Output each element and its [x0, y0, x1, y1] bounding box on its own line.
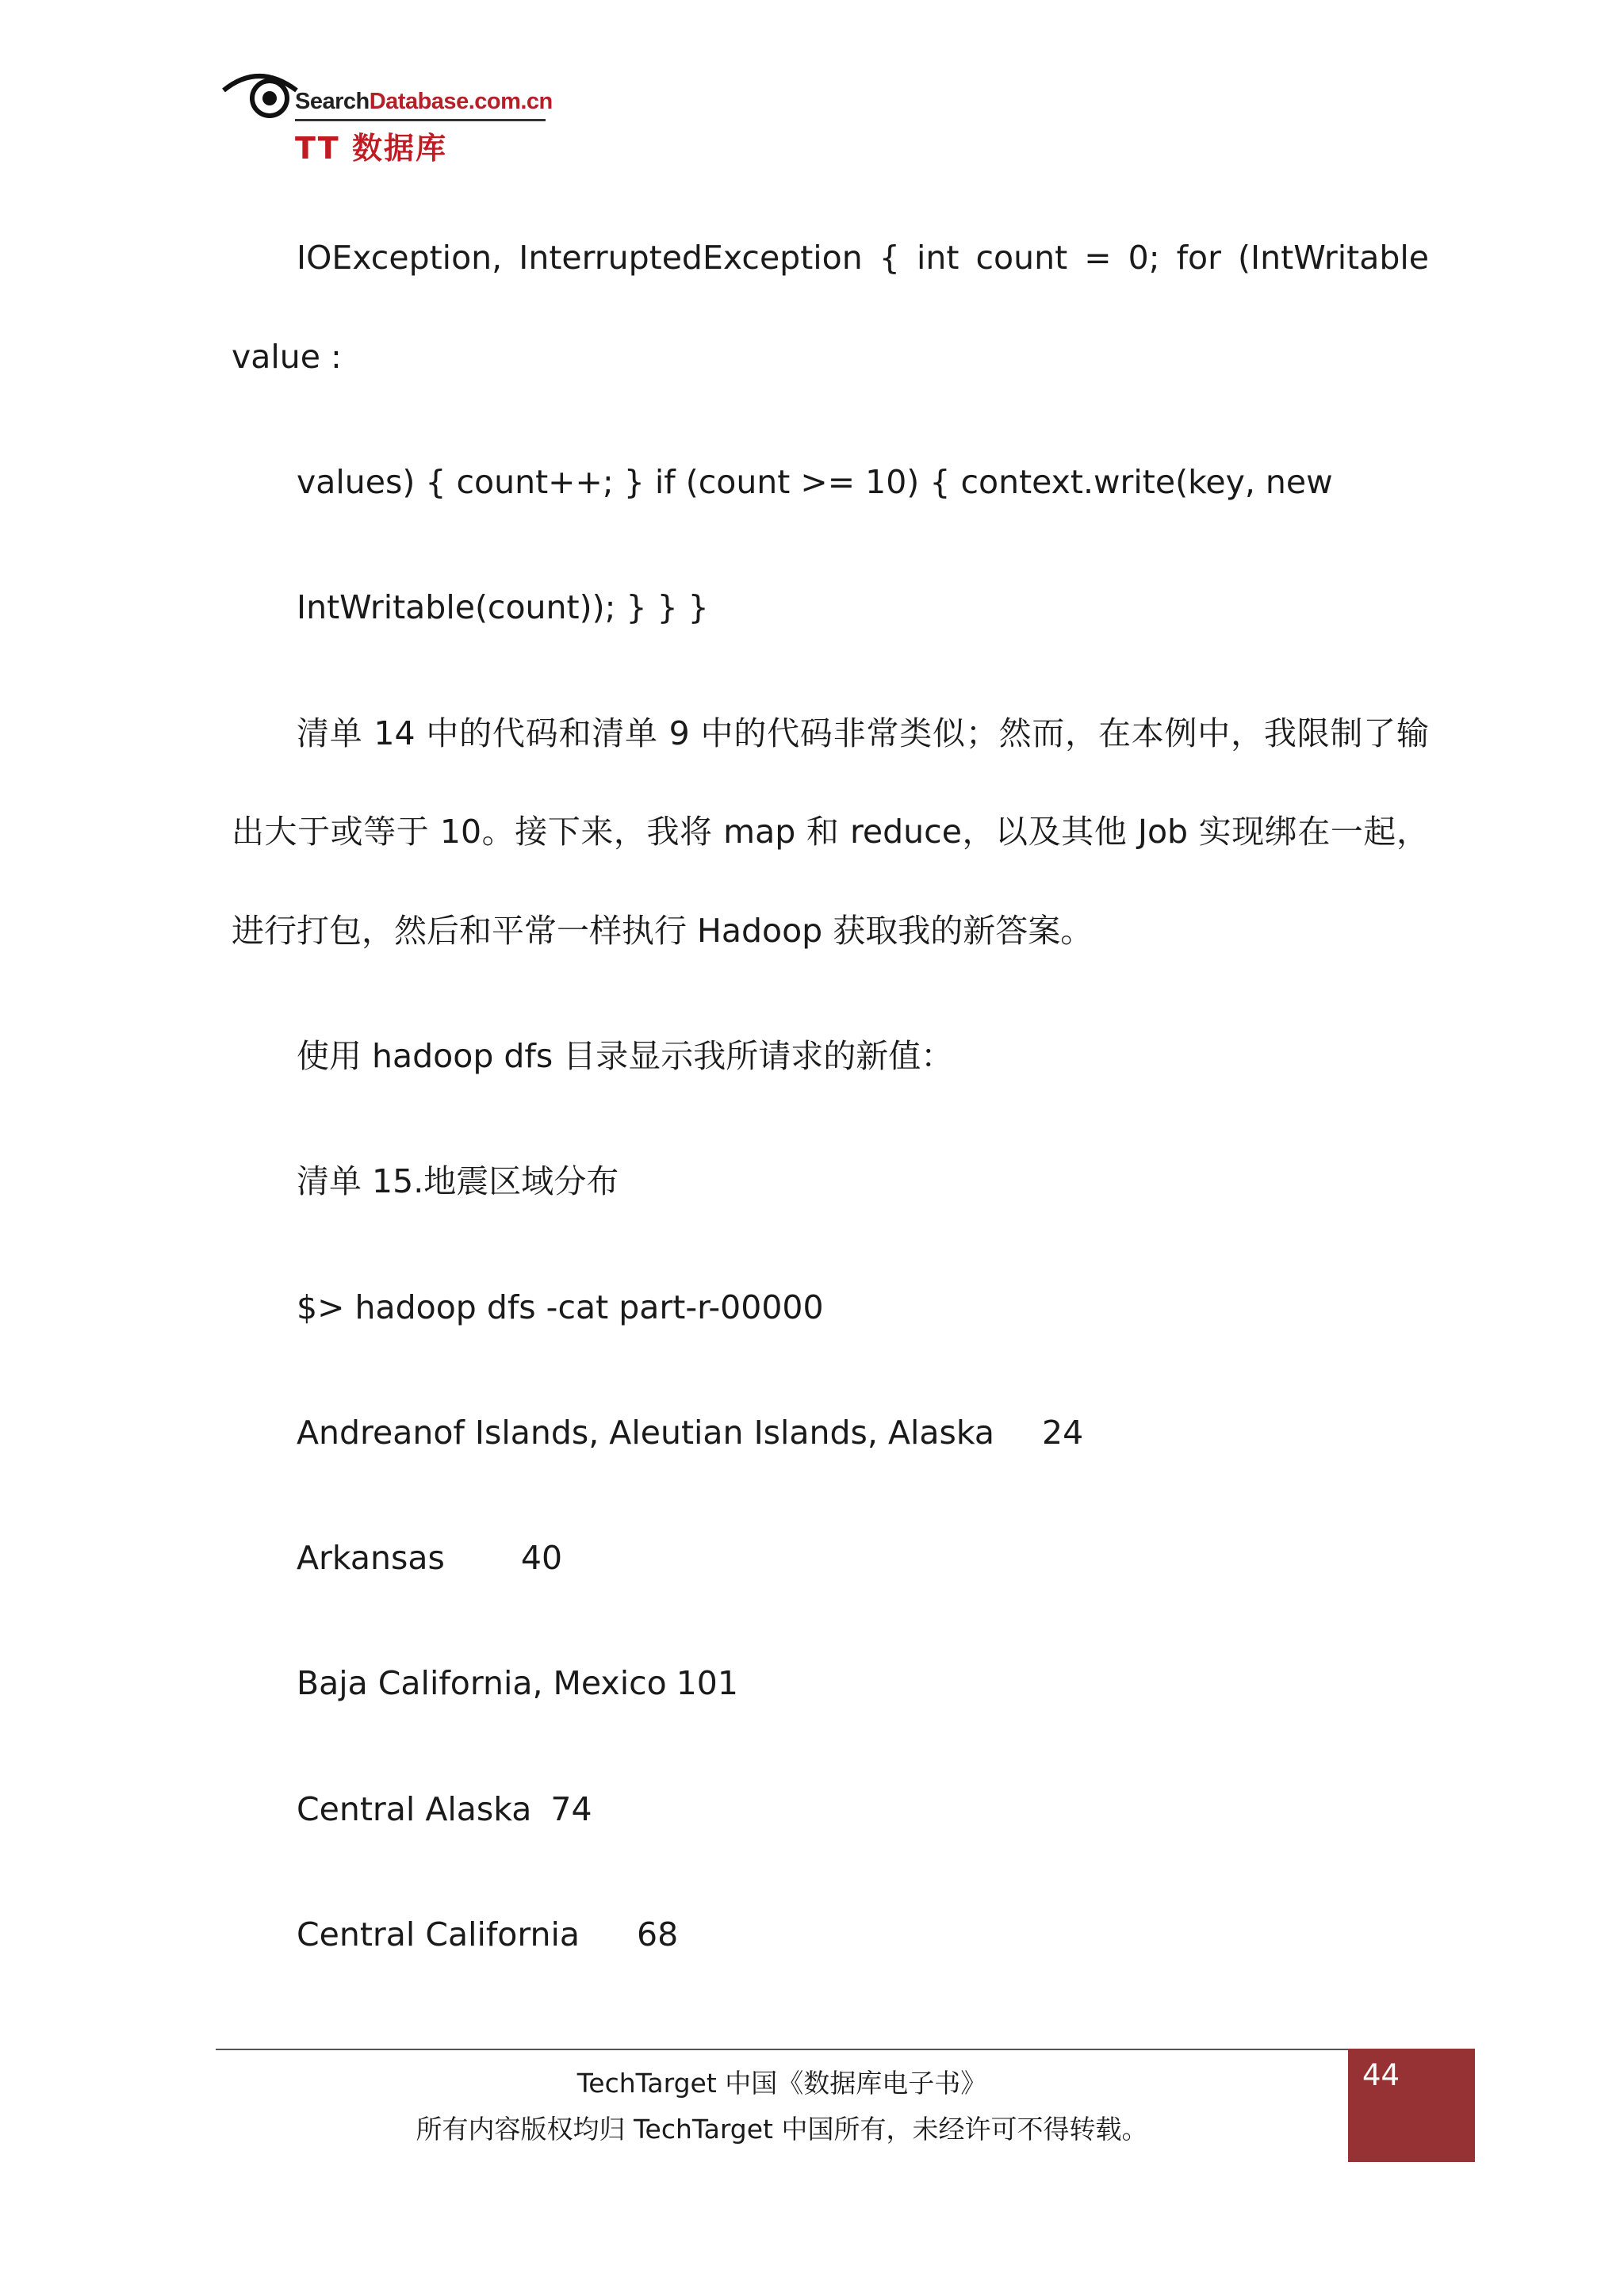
code-line-2: values) { count++; } if (count >= 10) { context.write(key, new	[297, 463, 1333, 501]
page-number: 44	[1362, 2058, 1400, 2092]
footer-line-1: TechTarget 中国《数据库电子书》	[576, 2068, 987, 2099]
command-line: $> hadoop dfs -cat part-r-00000	[297, 1288, 824, 1326]
footer-line-2: 所有内容版权均归 TechTarget 中国所有，未经许可不得转载。	[416, 2114, 1148, 2145]
paragraph-1-line-3: 进行打包，然后和平常一样执行 Hadoop 获取我的新答案。	[232, 912, 1094, 950]
region-name: Arkansas	[297, 1539, 445, 1577]
code-line-3: IntWritable(count)); } } }	[297, 588, 709, 626]
region-count: 74	[550, 1790, 592, 1828]
code-line-1b: value :	[232, 338, 342, 376]
region-count: 68	[637, 1915, 679, 1954]
logo-cn-text: TT 数据库	[295, 131, 447, 166]
paragraph-2: 使用 hadoop dfs 目录显示我所请求的新值：	[297, 1037, 954, 1075]
region-name: Central Alaska	[297, 1790, 532, 1828]
code-line-1: IOException, InterruptedException { int count = 0; for (IntWritable	[297, 239, 1429, 277]
logo-site-prefix: Search	[295, 89, 370, 114]
region-name: Baja California, Mexico	[297, 1664, 667, 1702]
site-logo[interactable]	[220, 67, 553, 166]
paragraph-1-line-2: 出大于或等于 10。接下来，我将 map 和 reduce，以及其他 Job 实现绑在一起，	[232, 813, 1429, 851]
output-row	[297, 1787, 592, 1831]
region-count: 101	[676, 1664, 738, 1702]
paragraph-1-line-1: 清单 14 中的代码和清单 9 中的代码非常类似；然而，在本例中，我限制了输	[297, 714, 1429, 752]
eye-icon	[220, 67, 300, 122]
logo-site-rest: Database.com.cn	[369, 89, 553, 114]
logo-site-name	[295, 89, 553, 115]
output-row	[297, 1912, 678, 1957]
footer-divider	[216, 2049, 1348, 2050]
listing-title: 清单 15.地震区域分布	[297, 1162, 619, 1200]
logo-underline	[295, 119, 546, 121]
output-row	[297, 1410, 1083, 1455]
output-row	[297, 1536, 562, 1580]
region-name: Central California	[297, 1915, 580, 1954]
region-count: 24	[1042, 1414, 1084, 1452]
region-count: 40	[520, 1539, 563, 1577]
region-name: Andreanof Islands, Aleutian Islands, Alaska	[297, 1414, 995, 1452]
page-number-box	[1348, 2049, 1475, 2162]
output-row	[297, 1661, 738, 1705]
